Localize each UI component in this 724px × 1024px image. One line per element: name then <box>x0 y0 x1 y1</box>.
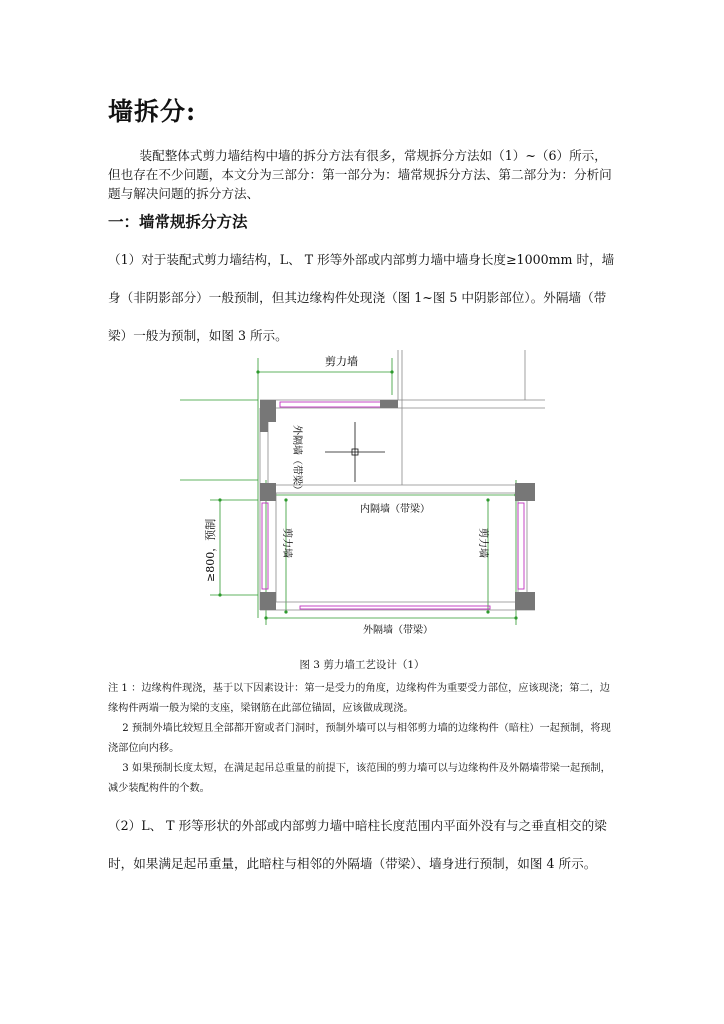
label-dimension: ≥800，预制 <box>204 518 217 582</box>
label-shear-right: 剪力墙 <box>477 528 488 558</box>
label-inner: 内隔墙（带梁） <box>360 504 430 515</box>
note-2: 2 预制外墙比较短且全部都开窗或者门洞时，预制外墙可以与相邻剪力墙的边缘构件（暗柱）一起预制，将现浇部位向内移。 <box>108 723 611 754</box>
label-bottom: 外隔墙（带梁） <box>363 625 433 636</box>
cad-drawing <box>180 350 545 650</box>
label-top: 剪力墙 <box>325 355 358 368</box>
intro-paragraph: 装配整体式剪力墙结构中墙的拆分方法有很多，常规拆分方法如（1）~（6）所示，但也存在不少问题，本文分为三部分：第一部分为：墙常规拆分方法、第二部分为：分析问题与解决问题的拆分方法、 <box>108 148 612 201</box>
label-left-wall: 外隔墙（带梁） <box>291 425 302 495</box>
paragraph-2: （2）L、 T 形等形状的外部或内部剪力墙中暗柱长度范围内平面外没有与之垂直相交的梁时，如果满足起吊重量，此暗柱与相邻的外隔墙（带梁）、墙身进行预制，如图 4 所示。 <box>108 818 607 871</box>
figure-3-drawing <box>180 350 545 650</box>
label-shear-left: 剪力墙 <box>281 528 292 558</box>
page-title: 墙拆分: <box>108 97 197 126</box>
note-1: 注 1 ：边缘构件现浇，基于以下因素设计：第一是受力的角度，边缘构件为重要受力部位，应该现浇；第二，边缘构件两端一般为梁的支座，梁钢筋在此部位锚固，应该做成现浇。 <box>108 683 610 714</box>
figure-notes <box>108 679 618 799</box>
figure-caption: 图 3 剪力墙工艺设计（1） <box>299 659 425 671</box>
section-heading: 一：墙常规拆分方法 <box>108 212 248 231</box>
paragraph-1: （1）对于装配式剪力墙结构，L、 T 形等外部或内部剪力墙中墙身长度≥1000mm 时，墙身（非阴影部分）一般预制，但其边缘构件处现浇（图 1~图 5 中阴影部位）。外隔墙（带梁）一般为预制，如图 3 所示。 <box>108 252 615 343</box>
note-3: 3 如果预制长度太短，在满足起吊总重量的前提下，该范围的剪力墙可以与边缘构件及外隔墙带梁一起预制，减少装配构件的个数。 <box>108 763 611 794</box>
